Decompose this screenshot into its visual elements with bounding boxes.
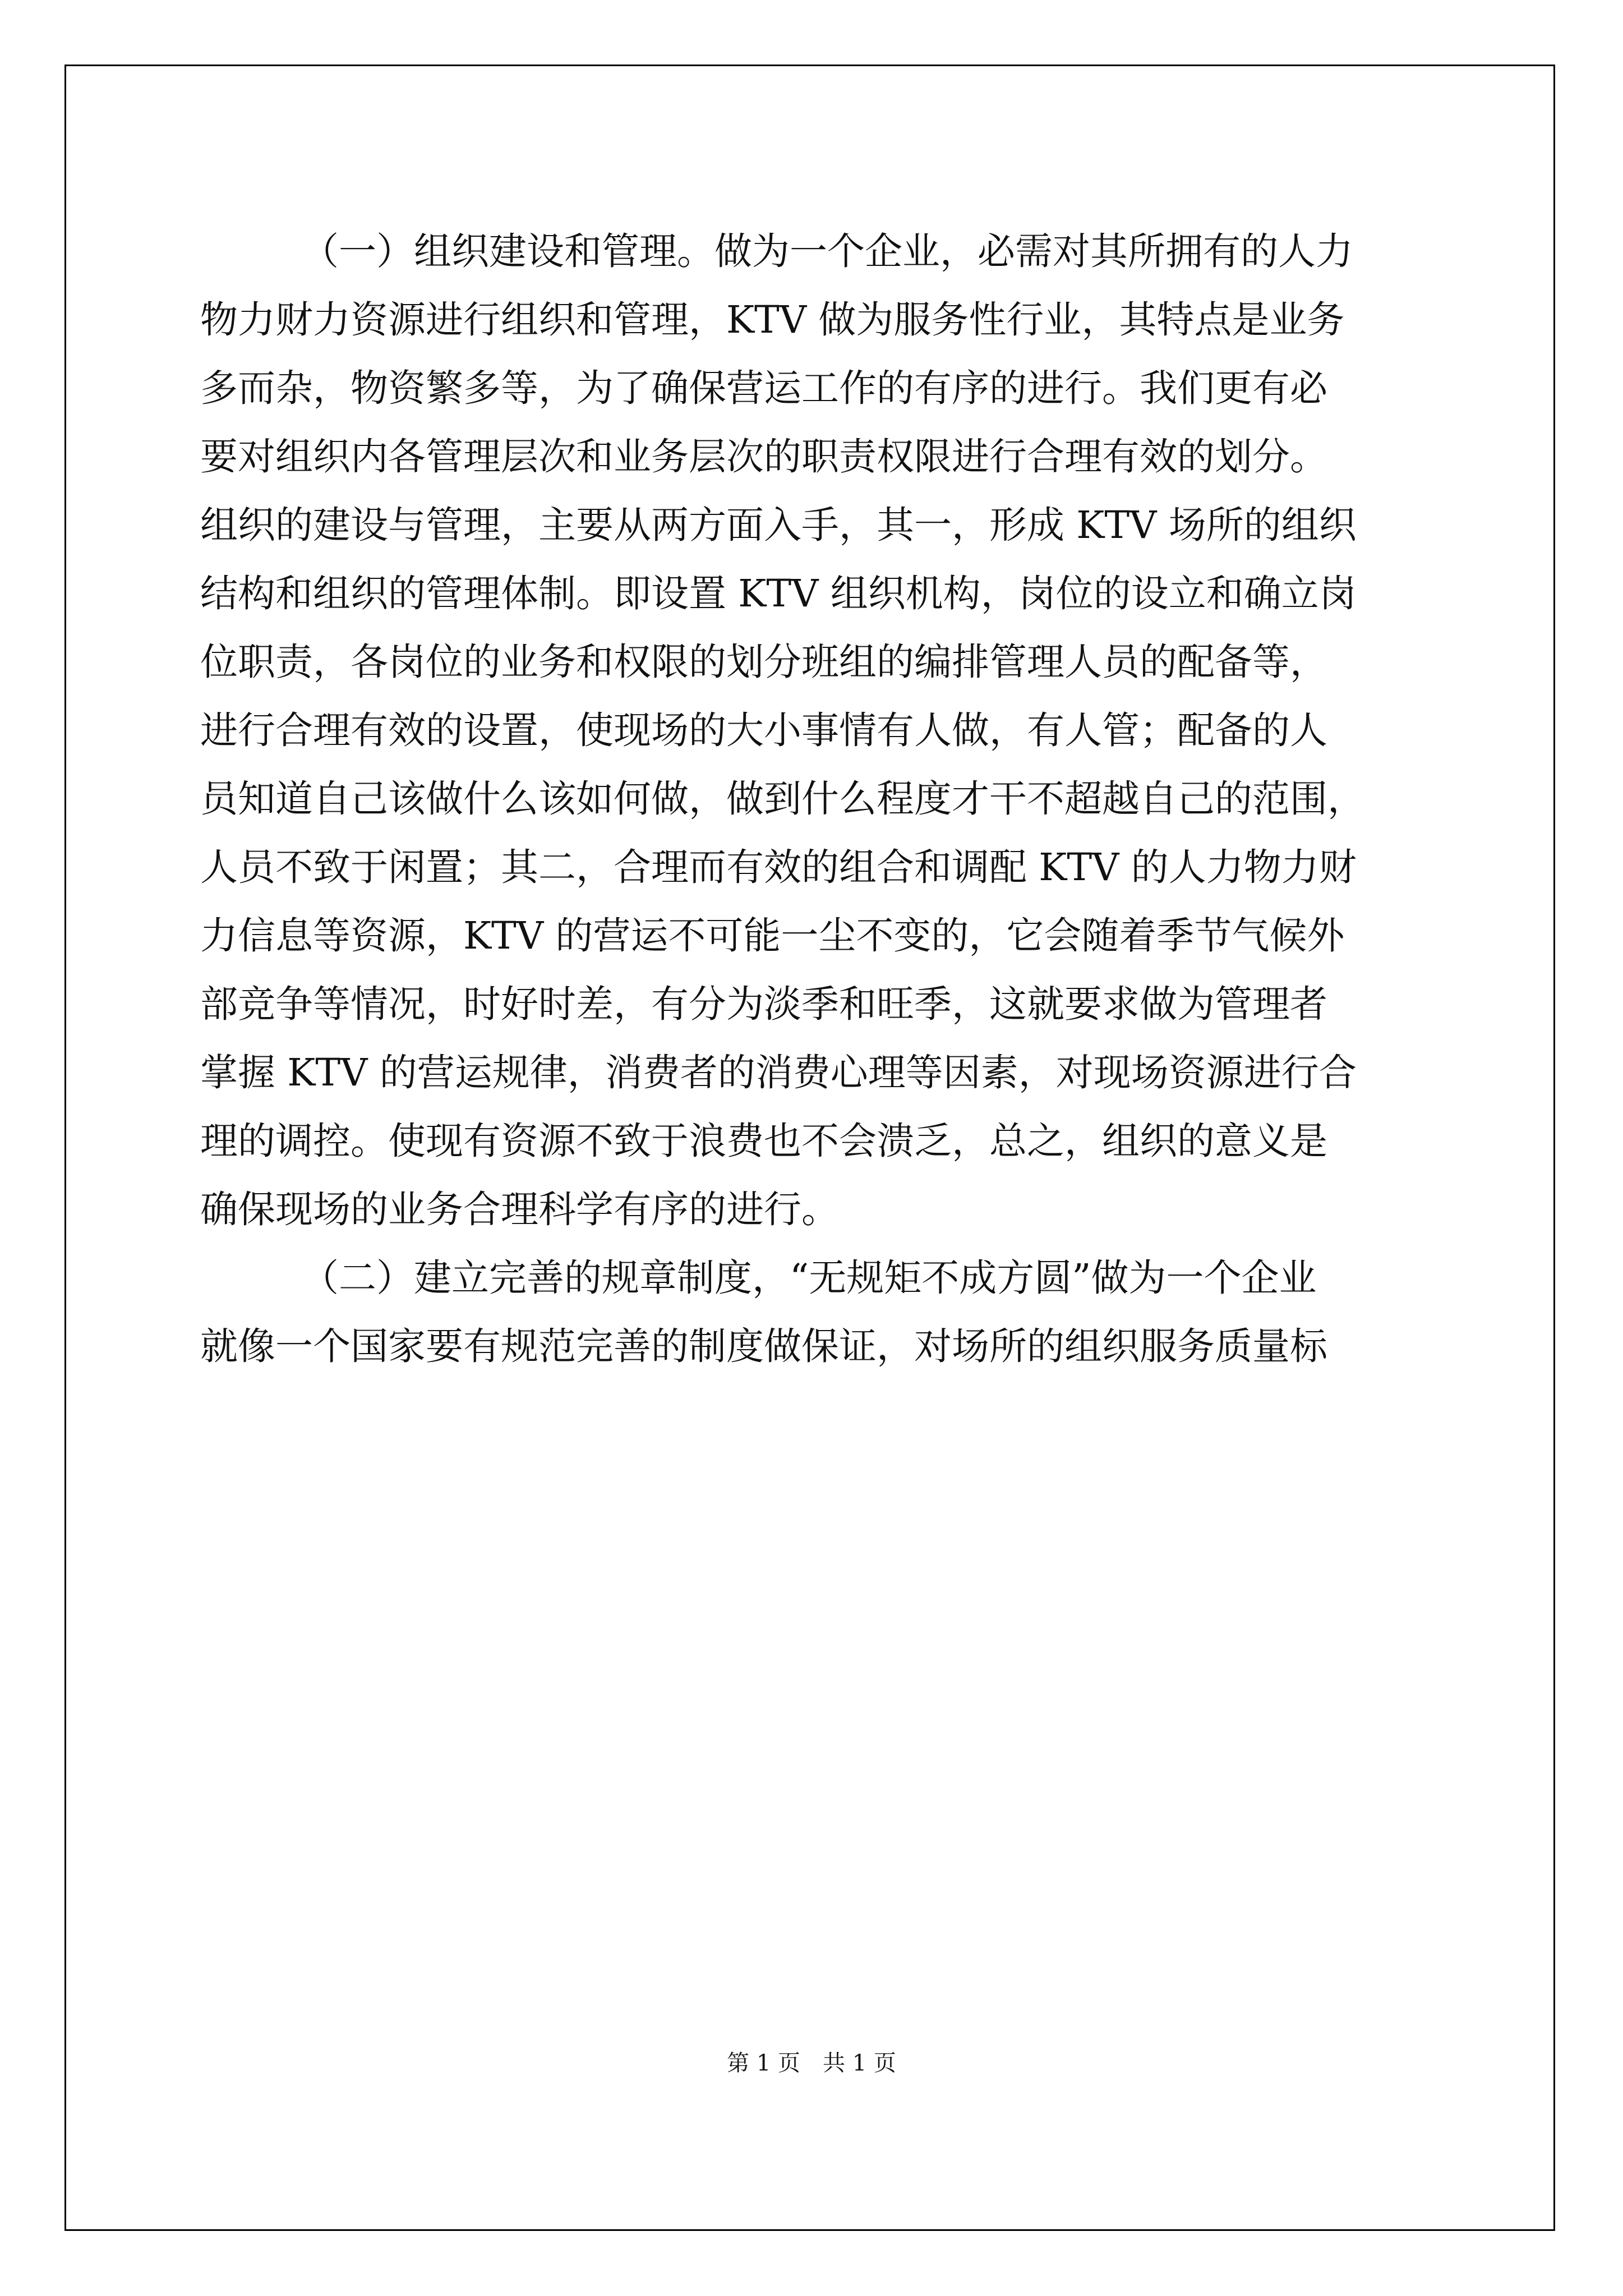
text-line: （二）建立完善的规章制度，“无规矩不成方圆”做为一个企业 — [301, 1256, 1317, 1300]
text-line: 多而杂，物资繁多等，为了确保营运工作的有序的进行。我们更有必 — [200, 366, 1327, 410]
text-line: 要对组织内各管理层次和业务层次的职责权限进行合理有效的划分。 — [200, 435, 1327, 478]
text-line: （一）组织建设和管理。做为一个企业，必需对其所拥有的人力 — [301, 229, 1353, 273]
text-line: 员知道自己该做什么该如何做，做到什么程度才干不超越自己的范围， — [200, 777, 1365, 821]
text-line: 理的调控。使现有资源不致于浪费也不会溃乏，总之，组织的意义是 — [200, 1119, 1327, 1163]
text-line: 就像一个国家要有规范完善的制度做保证，对场所的组织服务质量标 — [200, 1324, 1327, 1368]
text-line: 确保现场的业务合理科学有序的进行。 — [200, 1188, 839, 1231]
text-line: 力信息等资源，KTV 的营运不可能一尘不变的，它会随着季节气候外 — [200, 914, 1345, 958]
text-line: 人员不致于闲置；其二，合理而有效的组合和调配 KTV 的人力物力财 — [200, 845, 1357, 889]
text-line: 掌握 KTV 的营运规律，消费者的消费心理等因素，对现场资源进行合 — [200, 1051, 1357, 1094]
text-line: 位职责，各岗位的业务和权限的划分班组的编排管理人员的配备等， — [200, 640, 1327, 684]
text-line: 物力财力资源进行组织和管理，KTV 做为服务性行业，其特点是业务 — [200, 298, 1345, 342]
text-line: 结构和组织的管理体制。即设置 KTV 组织机构，岗位的设立和确立岗 — [200, 572, 1357, 615]
page-footer: 第 1 页 共 1 页 — [727, 2050, 896, 2076]
text-line: 进行合理有效的设置，使现场的大小事情有人做，有人管；配备的人 — [200, 708, 1327, 752]
text-line: 组织的建设与管理，主要从两方面入手，其一，形成 KTV 场所的组织 — [200, 503, 1357, 547]
text-line: 部竞争等情况，时好时差，有分为淡季和旺季，这就要求做为管理者 — [200, 982, 1327, 1026]
